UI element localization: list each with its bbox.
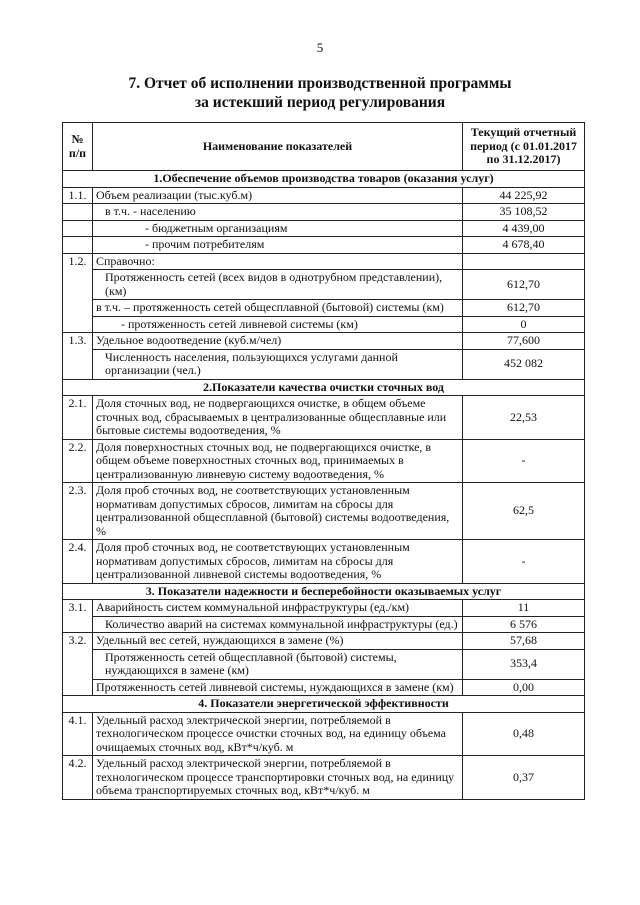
row-value: 77,600: [463, 333, 585, 350]
row-num: 1.2.: [63, 253, 93, 333]
row-value: 57,68: [463, 633, 585, 650]
row-value: 44 225,92: [463, 187, 585, 204]
row-num: [63, 237, 93, 254]
row-value: 4 439,00: [463, 220, 585, 237]
row-num: 1.1.: [63, 187, 93, 204]
row-name: Удельное водоотведение (куб.м/чел): [93, 333, 463, 350]
row-name: Удельный расход электрической энергии, потребляемой в технологическом процессе очистки сточных вод, на единицу объема очищаемых сточных вод, кВт*ч/куб. м: [93, 712, 463, 756]
row-value: 62,5: [463, 483, 585, 540]
row-value: 6 576: [463, 616, 585, 633]
table-row: [63, 600, 585, 617]
header-name: Наименование показателей: [93, 123, 463, 171]
row-num: [63, 220, 93, 237]
row-value: 612,70: [463, 300, 585, 317]
section-row: [63, 379, 585, 396]
row-value: 0: [463, 316, 585, 333]
row-name: Объем реализации (тыс.куб.м): [93, 187, 463, 204]
row-num: 2.3.: [63, 483, 93, 540]
section-title: 1.Обеспечение объемов производства товаров (оказания услуг): [63, 171, 585, 188]
row-num: 4.2.: [63, 756, 93, 800]
row-num: 2.2.: [63, 439, 93, 483]
table-row: [63, 220, 585, 237]
header-row: [63, 123, 585, 171]
table-row: [63, 237, 585, 254]
row-value: 0,48: [463, 712, 585, 756]
row-name: в т.ч. - населению: [93, 204, 463, 221]
row-name: Протяженность сетей общесплавной (бытовой) системы, нуждающихся в замене (км): [93, 649, 463, 679]
table-row: [63, 616, 585, 633]
row-value: 35 108,52: [463, 204, 585, 221]
table-row: [63, 540, 585, 584]
section-row: [63, 171, 585, 188]
row-name: Удельный вес сетей, нуждающихся в замене (%): [93, 633, 463, 650]
row-num: 2.4.: [63, 540, 93, 584]
header-num: № п/п: [63, 123, 93, 171]
row-value: 452 082: [463, 349, 585, 379]
row-name: Аварийность систем коммунальной инфраструктуры (ед./км): [93, 600, 463, 617]
row-value: 11: [463, 600, 585, 617]
report-table: [62, 122, 585, 800]
page-title: [0, 74, 640, 112]
row-num: 3.1.: [63, 600, 93, 633]
row-num: 1.3.: [63, 333, 93, 380]
row-value: 4 678,40: [463, 237, 585, 254]
row-name: Доля поверхностных сточных вод, не подвергающихся очистке, в общем объеме поверхностных сточных вод, принимаемых в централизованную ливневую систему водоотведения, %: [93, 439, 463, 483]
row-name: - протяженность сетей ливневой системы (км): [93, 316, 463, 333]
table-row: [63, 483, 585, 540]
row-name: - прочим потребителям: [93, 237, 463, 254]
row-name: - бюджетным организациям: [93, 220, 463, 237]
table-row: [63, 204, 585, 221]
table-row: [63, 333, 585, 350]
header-value: Текущий отчетный период (с 01.01.2017 по 31.12.2017): [463, 123, 585, 171]
table-row: [63, 300, 585, 317]
page-number: 5: [316, 40, 324, 55]
row-name: в т.ч. – протяженность сетей общесплавной (бытовой) системы (км): [93, 300, 463, 317]
row-name: Доля проб сточных вод, не соответствующих установленным нормативам допустимых сбросов, лимитам на сбросы для централизованной общесплавной (бытовой) системы водоотведения, %: [93, 483, 463, 540]
table-row: [63, 270, 585, 300]
row-value: 0,37: [463, 756, 585, 800]
row-name: Протяженность сетей ливневой системы, нуждающихся в замене (км): [93, 679, 463, 696]
table-row: [63, 756, 585, 800]
row-value: 0,00: [463, 679, 585, 696]
table-row: [63, 633, 585, 650]
row-value: 353,4: [463, 649, 585, 679]
row-name: Справочно:: [93, 253, 463, 270]
row-value: -: [463, 540, 585, 584]
table-row: [63, 187, 585, 204]
section-title: 4. Показатели энергетической эффективности: [63, 696, 585, 713]
row-name: Количество аварий на системах коммунальной инфраструктуры (ед.): [93, 616, 463, 633]
table-row: [63, 316, 585, 333]
row-value: 22,53: [463, 396, 585, 440]
section-row: [63, 583, 585, 600]
row-value: -: [463, 439, 585, 483]
row-name: Доля сточных вод, не подвергающихся очистке, в общем объеме сточных вод, сбрасываемых в централизованные общесплавные или бытовые системы водоотведения, %: [93, 396, 463, 440]
section-title: 2.Показатели качества очистки сточных вод: [63, 379, 585, 396]
row-value: [463, 253, 585, 270]
section-row: [63, 696, 585, 713]
section-title: 3. Показатели надежности и бесперебойности оказываемых услуг: [63, 583, 585, 600]
row-name: Доля проб сточных вод, не соответствующих установленным нормативам допустимых сбросов, лимитам на сбросы для централизованной ливневой системы водоотведения, %: [93, 540, 463, 584]
row-num: 3.2.: [63, 633, 93, 696]
title-line-1: 7. Отчет об исполнении производственной программы: [128, 75, 512, 92]
title-line-2: за истекший период регулирования: [194, 94, 446, 111]
table-row: [63, 712, 585, 756]
table-row: [63, 396, 585, 440]
row-name: Удельный расход электрической энергии, потребляемой в технологическом процессе транспортировки сточных вод, на единицу объема транспортируемых сточных вод, кВт*ч/куб. м: [93, 756, 463, 800]
table-row: [63, 253, 585, 270]
row-name: Протяженность сетей (всех видов в однотрубном представлении), (км): [93, 270, 463, 300]
row-value: 612,70: [463, 270, 585, 300]
row-num: 4.1.: [63, 712, 93, 756]
row-num: 2.1.: [63, 396, 93, 440]
table-row: [63, 649, 585, 679]
table-row: [63, 439, 585, 483]
table-row: [63, 679, 585, 696]
row-num: [63, 204, 93, 221]
row-name: Численность населения, пользующихся услугами данной организации (чел.): [93, 349, 463, 379]
table-row: [63, 349, 585, 379]
